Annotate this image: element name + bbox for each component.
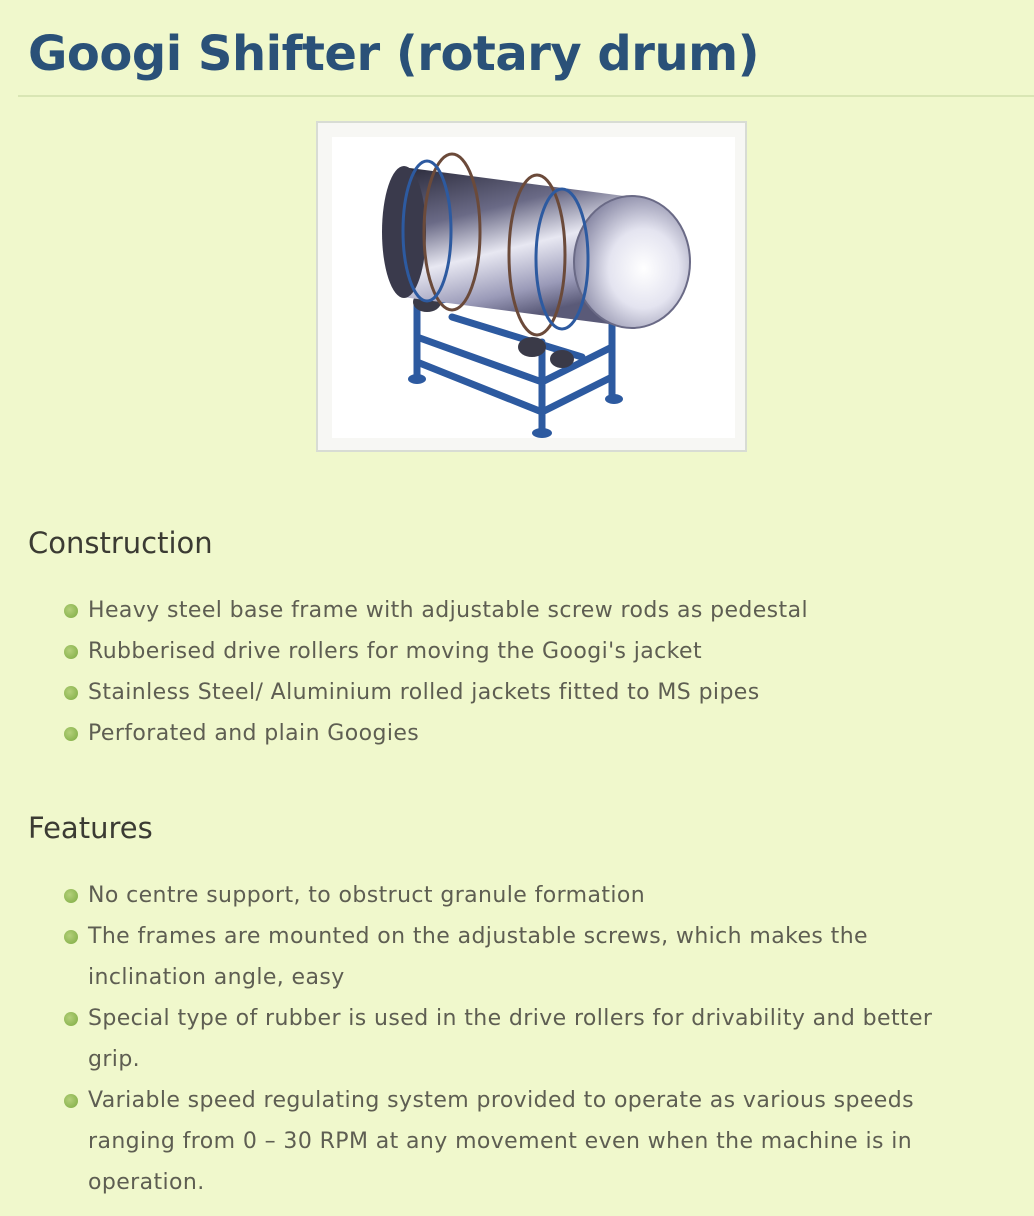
list-item: Variable speed regulating system provided to operate as various speeds ranging from 0 – 30 RPM at any movement even when the machine is in operation. [64,1080,964,1203]
bullet-icon [64,1012,78,1026]
bullet-icon [64,604,78,618]
bullet-icon [64,930,78,944]
drum-front-end [574,196,690,328]
bullet-icon [64,727,78,741]
list-item: Stainless Steel/ Aluminium rolled jackets fitted to MS pipes [64,672,964,713]
features-heading: Features [28,811,153,845]
bullet-icon [64,686,78,700]
construction-heading: Construction [28,526,213,560]
product-image-canvas [332,137,735,438]
title-divider [18,95,1034,97]
list-item: No centre support, to obstruct granule formation [64,875,964,916]
bullet-icon [64,1094,78,1108]
bullet-icon [64,645,78,659]
list-item: The frames are mounted on the adjustable screws, which makes the inclination angle, easy [64,916,964,998]
features-list [64,875,964,1203]
frame-feet [408,374,623,438]
list-item: Heavy steel base frame with adjustable screw rods as pedestal [64,590,964,631]
list-item: Perforated and plain Googies [64,713,964,754]
bullet-icon [64,889,78,903]
product-image [316,121,747,452]
page-title: Googi Shifter (rotary drum) [28,26,760,82]
list-item: Special type of rubber is used in the drive rollers for drivability and better grip. [64,998,964,1080]
list-item: Rubberised drive rollers for moving the Googi's jacket [64,631,964,672]
construction-list [64,590,964,754]
rotary-drum-illustration [332,137,735,438]
